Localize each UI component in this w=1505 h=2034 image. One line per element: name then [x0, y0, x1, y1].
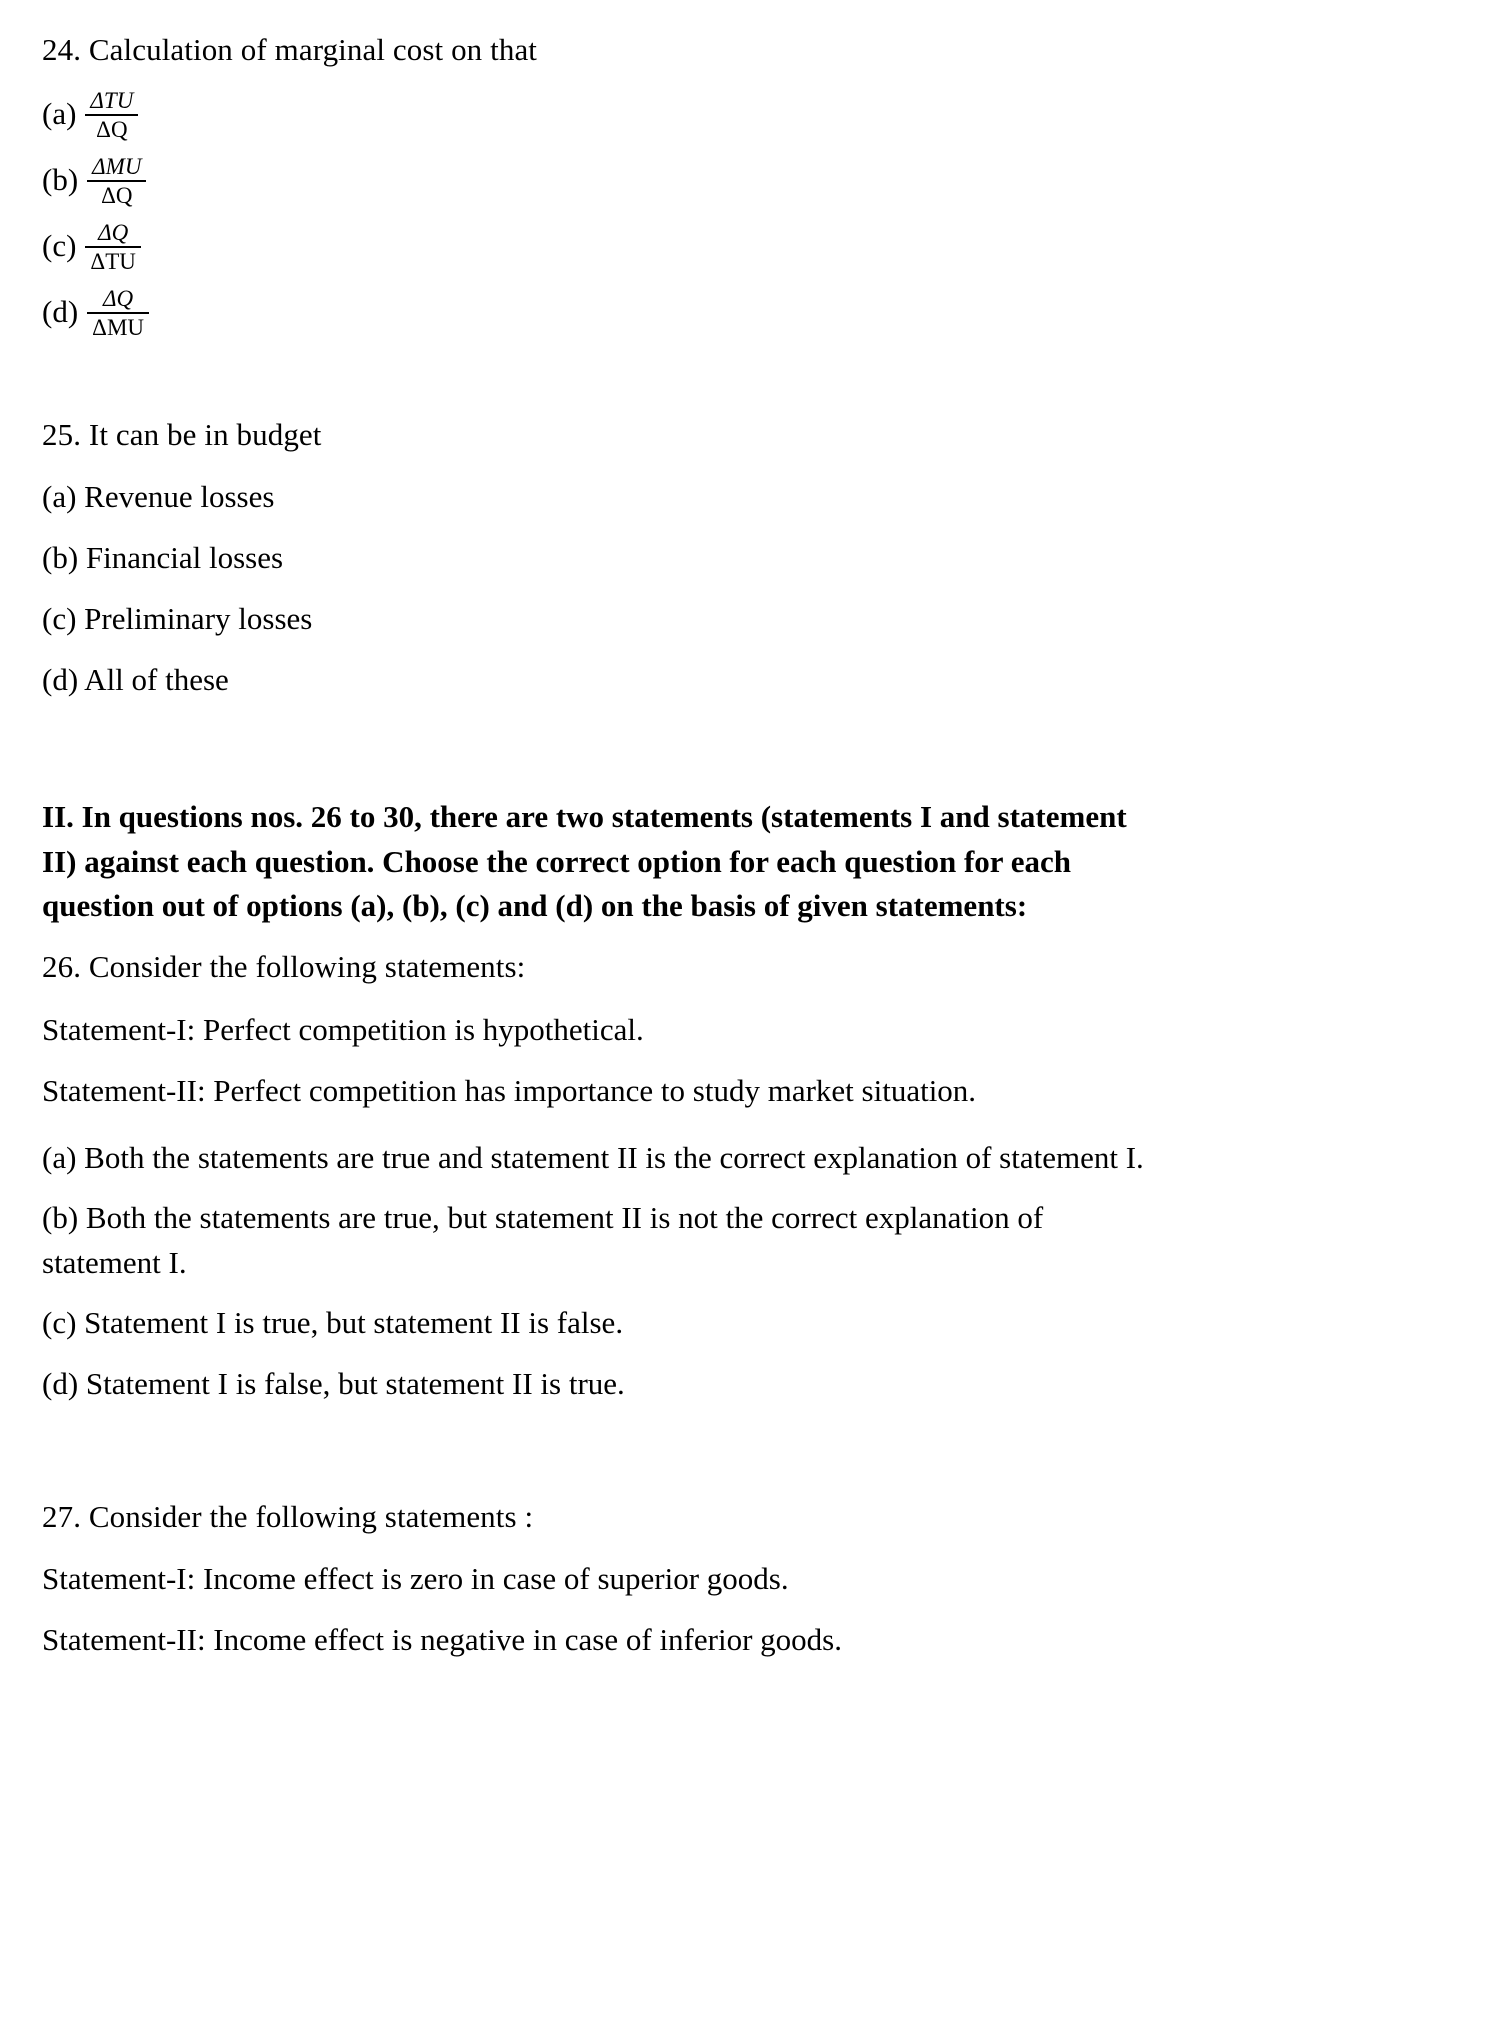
spacer	[42, 67, 1157, 81]
option-label-a: (a)	[42, 95, 77, 131]
spacer	[42, 984, 1157, 1014]
spacer	[42, 1180, 1157, 1196]
option-label-b: (b)	[42, 161, 79, 197]
spacer	[42, 695, 1157, 769]
fraction-b	[87, 155, 146, 207]
fraction-numerator: ΔQ	[98, 219, 129, 245]
spacer	[42, 1533, 1157, 1563]
question-27-statement-2: Statement-II: Income effect is negative in case of inferior goods.	[42, 1622, 842, 1658]
spacer	[42, 1346, 1157, 1362]
question-27-stem: 27. Consider the following statements :	[42, 1498, 534, 1534]
option-label-d: (d)	[42, 293, 79, 329]
question-26-option-a[interactable]: (a) Both the statements are true and statement II is the correct explanation of statement I.	[42, 1139, 1144, 1175]
question-25-option-a[interactable]: (a) Revenue losses	[42, 479, 275, 515]
fraction-denominator: ΔQ	[87, 180, 146, 207]
spacer	[42, 1481, 1157, 1501]
question-25-option-c[interactable]: (c) Preliminary losses	[42, 601, 313, 637]
spacer	[42, 634, 1157, 664]
page-content	[42, 32, 1157, 1658]
question-26-option-b[interactable]: (b) Both the statements are true, but statement II is not the correct explanation of statement I.	[42, 1200, 1044, 1280]
fraction-a	[85, 89, 138, 141]
spacer	[42, 573, 1157, 603]
question-25-option-d[interactable]: (d) All of these	[42, 662, 229, 698]
spacer	[42, 1285, 1157, 1301]
fraction-denominator: ΔQ	[85, 114, 138, 141]
spacer	[42, 1407, 1157, 1481]
fraction-c	[85, 221, 140, 273]
question-27-statement-1: Statement-I: Income effect is zero in case of superior goods.	[42, 1561, 789, 1597]
question-26-option-c[interactable]: (c) Statement I is true, but statement II is false.	[42, 1305, 624, 1341]
question-26-statement-2: Statement-II: Perfect competition has importance to study market situation.	[42, 1072, 977, 1108]
fraction-numerator: ΔQ	[103, 285, 134, 311]
question-26-option-d[interactable]: (d) Statement I is false, but statement II is true.	[42, 1366, 625, 1402]
question-25-option-b[interactable]: (b) Financial losses	[42, 540, 284, 576]
fraction-denominator: ΔMU	[87, 312, 149, 339]
spacer	[42, 1106, 1157, 1136]
spacer	[42, 769, 1157, 795]
question-24-option-c[interactable]	[42, 213, 1157, 279]
fraction-numerator: ΔMU	[92, 153, 142, 179]
fraction-denominator: ΔTU	[85, 246, 140, 273]
spacer	[42, 512, 1157, 542]
question-24-option-d[interactable]	[42, 279, 1157, 345]
question-24-stem: 24. Calculation of marginal cost on that	[42, 32, 538, 67]
fraction-d	[87, 287, 149, 339]
question-24-option-b[interactable]	[42, 147, 1157, 213]
section-ii-heading: II. In questions nos. 26 to 30, there are two statements (statements I and statement II) against each question. Choose the correct option for each question for each question out of options (a), (b), (c) and (d) on the basis of given statements:	[42, 799, 1127, 924]
spacer	[42, 451, 1157, 481]
question-26-stem: 26. Consider the following statements:	[42, 948, 526, 984]
question-26-statement-1: Statement-I: Perfect competition is hypothetical.	[42, 1011, 644, 1047]
fraction-numerator: ΔTU	[90, 87, 134, 113]
option-label-c: (c)	[42, 227, 77, 263]
spacer	[42, 929, 1157, 951]
spacer	[42, 1045, 1157, 1075]
spacer	[42, 1594, 1157, 1624]
spacer	[42, 345, 1157, 419]
question-24-option-a[interactable]	[42, 81, 1157, 147]
question-25-stem: 25. It can be in budget	[42, 416, 322, 452]
